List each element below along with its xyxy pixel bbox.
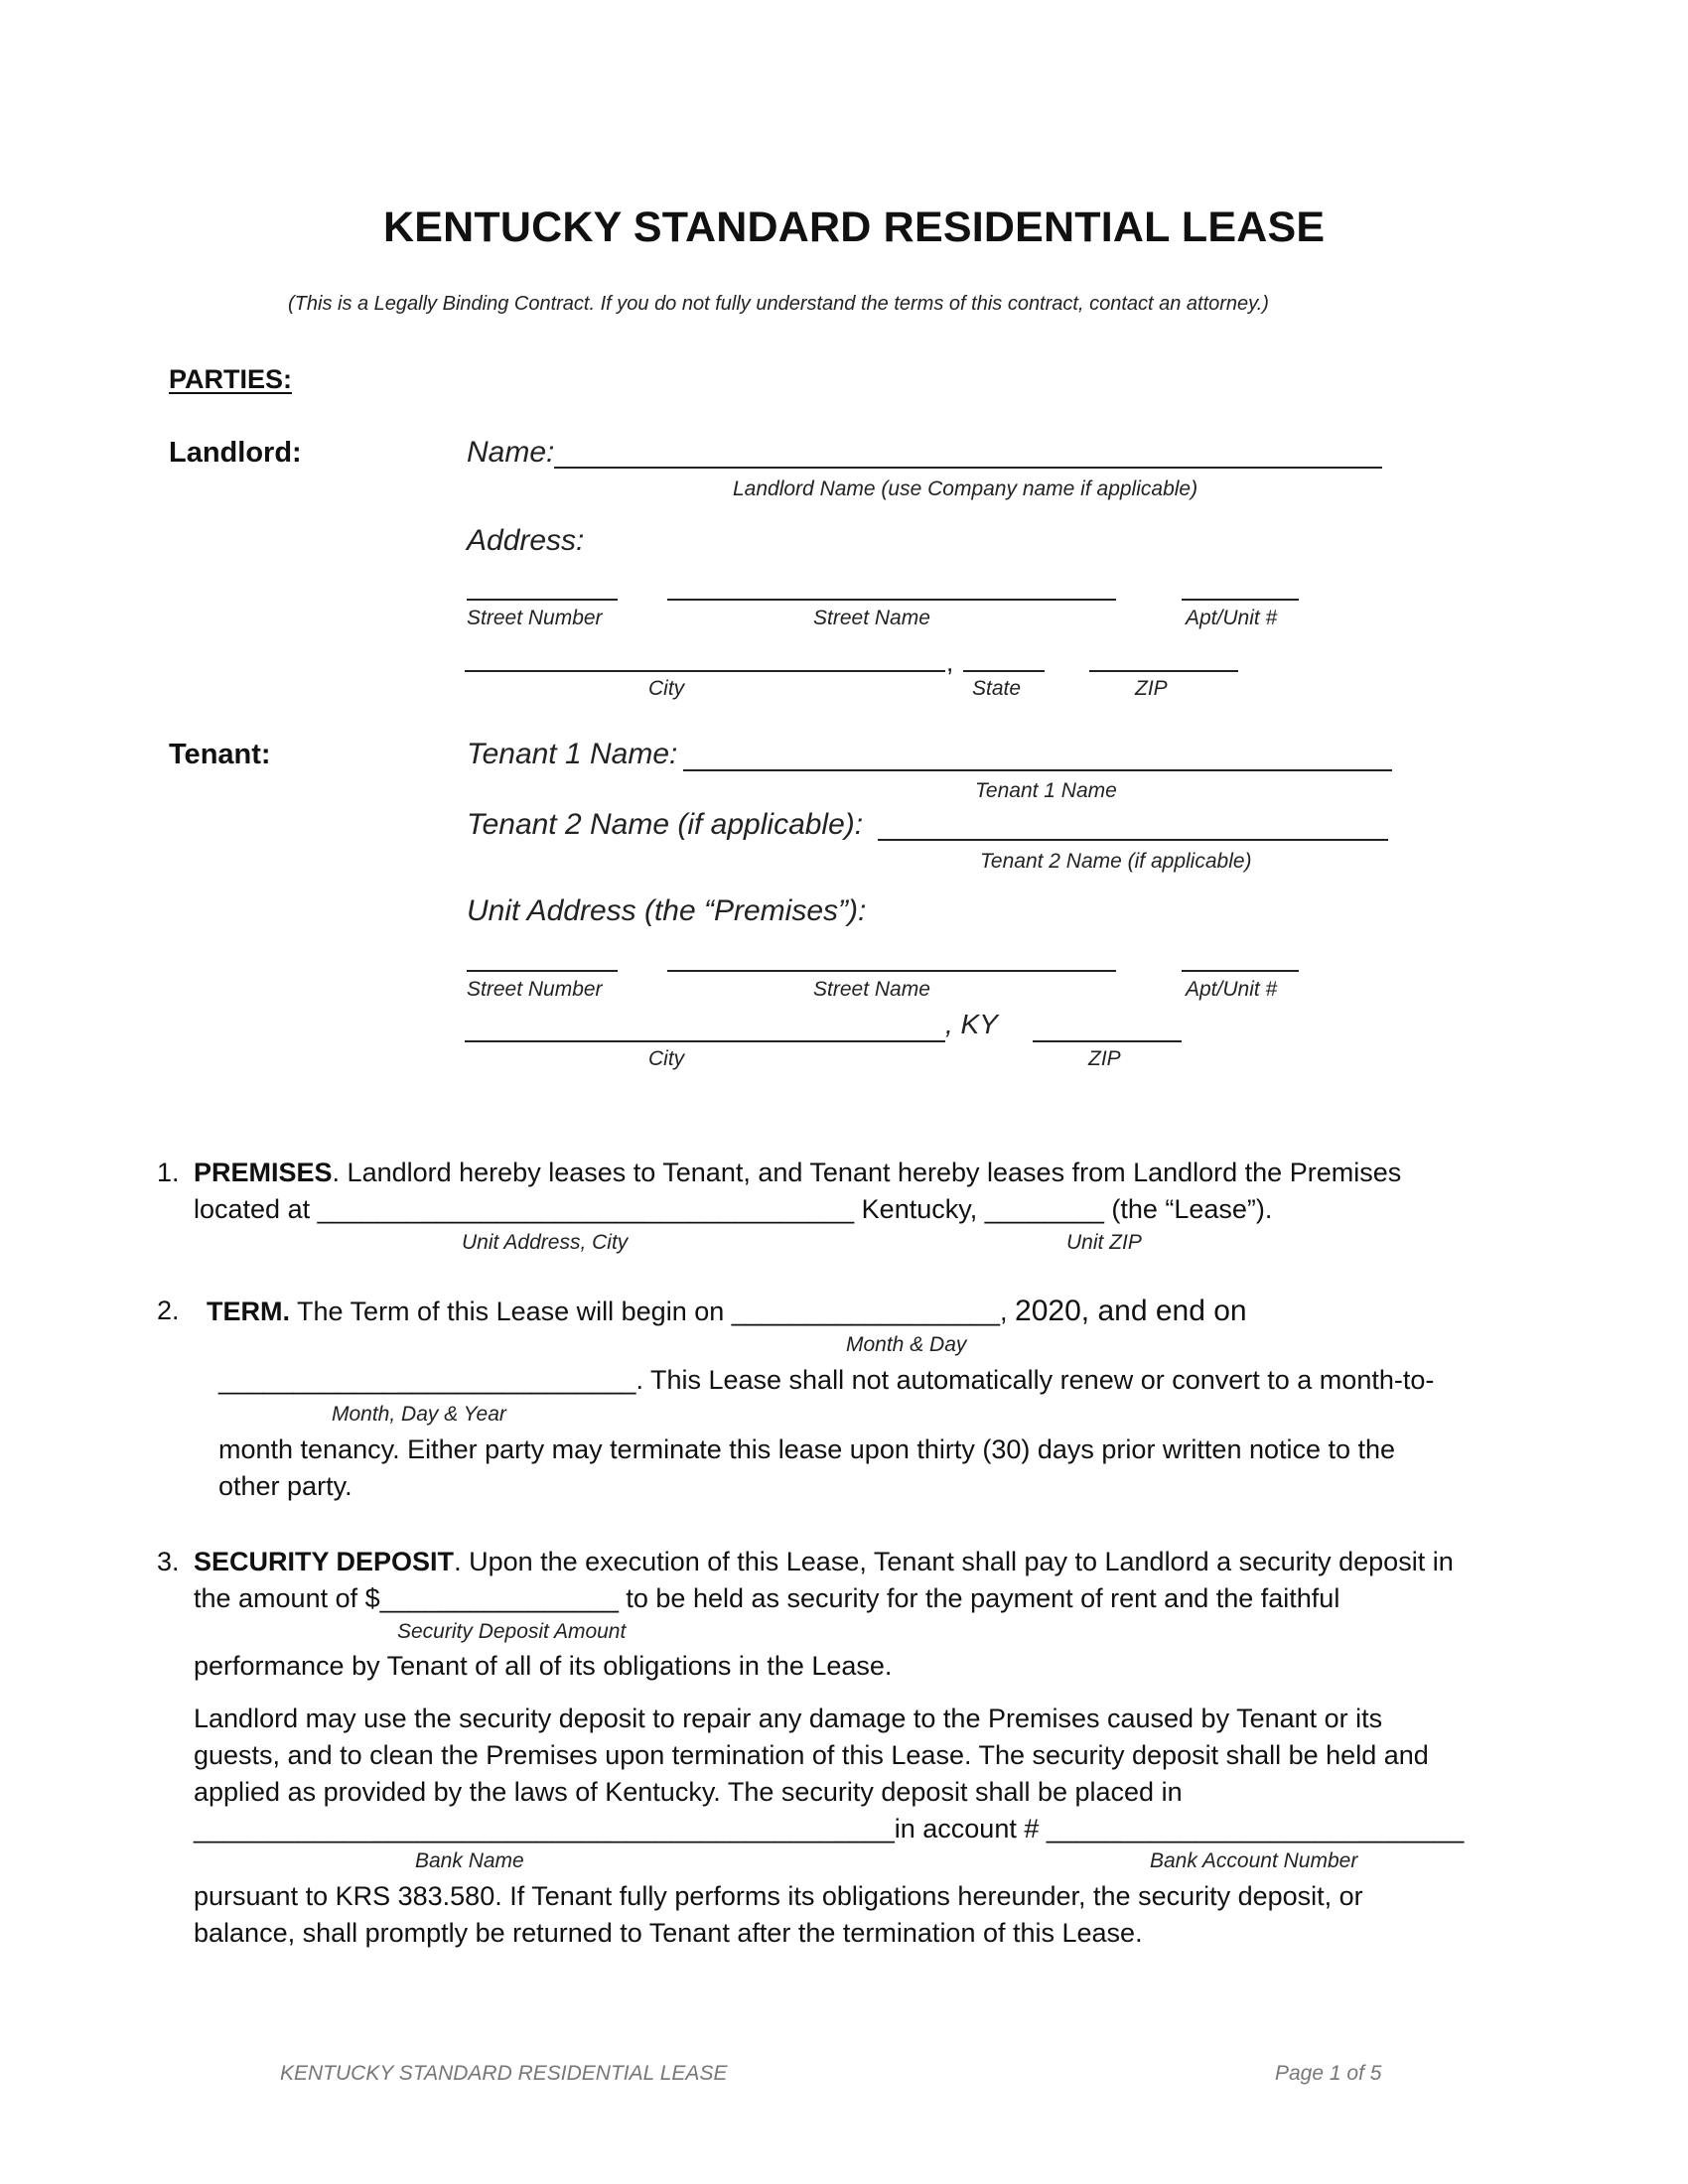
unit-street-name-line[interactable]	[667, 970, 1116, 972]
deposit-line-1: SECURITY DEPOSIT. Upon the execution of this Lease, Tenant shall pay to Landlord a security deposit in	[194, 1547, 1454, 1576]
deposit-amount-caption: Security Deposit Amount	[397, 1620, 627, 1643]
unit-street-number-line[interactable]	[467, 970, 618, 972]
footer-title: KENTUCKY STANDARD RESIDENTIAL LEASE	[280, 2062, 728, 2085]
unit-apt-line[interactable]	[1182, 970, 1299, 972]
unit-state-ky: , KY	[945, 1009, 998, 1039]
landlord-state-caption: State	[972, 677, 1022, 700]
deposit-para2-line-5: pursuant to KRS 383.580. If Tenant fully performs its obligations hereunder, the security deposit, or	[194, 1881, 1363, 1911]
unit-street-number-caption: Street Number	[467, 978, 603, 1001]
landlord-zip-line[interactable]	[1089, 670, 1238, 672]
tenant-label: Tenant:	[169, 739, 271, 770]
unit-zip-caption: ZIP	[1088, 1047, 1121, 1070]
parties-heading: PARTIES:	[169, 364, 293, 394]
tenant1-name-caption: Tenant 1 Name	[975, 779, 1117, 802]
landlord-street-name-caption: Street Name	[813, 607, 930, 629]
landlord-city-caption: City	[648, 677, 685, 700]
deposit-para2-line-3: applied as provided by the laws of Kentucky. The security deposit shall be placed in	[194, 1777, 1183, 1807]
landlord-street-number-caption: Street Number	[467, 607, 603, 629]
term-month-day-caption: Month & Day	[846, 1333, 967, 1356]
deposit-para2-line-6: balance, shall promptly be returned to Tenant after the termination of this Lease.	[194, 1918, 1143, 1948]
deposit-bank-caption: Bank Name	[415, 1849, 524, 1872]
deposit-para2-line-4: _______________________________________________in account # ____________________________	[194, 1814, 1465, 1843]
tenant2-name-label: Tenant 2 Name (if applicable):	[467, 808, 864, 841]
premises-heading: PREMISES	[194, 1158, 333, 1187]
tenant1-name-label: Tenant 1 Name:	[467, 738, 678, 770]
tenant2-name-line[interactable]	[878, 839, 1388, 841]
landlord-street-name-line[interactable]	[667, 599, 1116, 601]
tenant1-name-line[interactable]	[683, 769, 1392, 771]
landlord-address-label: Address:	[467, 524, 585, 557]
deposit-account-caption: Bank Account Number	[1150, 1849, 1358, 1872]
premises-line-1: PREMISES. Landlord hereby leases to Tenant, and Tenant hereby leases from Landlord the Premises	[194, 1158, 1402, 1187]
page-number: Page 1 of 5	[1275, 2062, 1382, 2085]
deposit-line-3: performance by Tenant of all of its obligations in the Lease.	[194, 1651, 893, 1681]
term-line-4: other party.	[218, 1471, 352, 1501]
deposit-para2-line-2: guests, and to clean the Premises upon termination of this Lease. The security deposit shall be held and	[194, 1740, 1429, 1770]
unit-city-line[interactable]	[465, 1040, 945, 1042]
document-title: KENTUCKY STANDARD RESIDENTIAL LEASE	[383, 204, 1326, 251]
term-number: 2.	[157, 1296, 180, 1325]
deposit-para2-line-1: Landlord may use the security deposit to repair any damage to the Premises caused by Tenant or its	[194, 1704, 1383, 1733]
landlord-label: Landlord:	[169, 437, 302, 469]
unit-city-caption: City	[648, 1047, 685, 1070]
term-line-3: month tenancy. Either party may terminate this lease upon thirty (30) days prior written notice to the	[218, 1434, 1396, 1464]
unit-zip-line[interactable]	[1033, 1040, 1182, 1042]
landlord-name-label: Name:	[467, 436, 555, 469]
deposit-line-2: the amount of $________________ to be held as security for the payment of rent and the faithful	[194, 1583, 1340, 1613]
unit-address-label: Unit Address (the “Premises”):	[467, 894, 867, 927]
premises-zip-caption: Unit ZIP	[1066, 1231, 1142, 1254]
landlord-apt-caption: Apt/Unit #	[1186, 607, 1278, 629]
document-subtitle: (This is a Legally Binding Contract. If you do not fully understand the terms of this contract, contact an attorney.)	[288, 293, 1269, 315]
premises-address-caption: Unit Address, City	[462, 1231, 629, 1254]
unit-street-name-caption: Street Name	[813, 978, 930, 1001]
premises-line-2: located at ____________________________________ Kentucky, ________ (the “Lease”).	[194, 1194, 1273, 1224]
deposit-number: 3.	[157, 1547, 180, 1576]
landlord-name-caption: Landlord Name (use Company name if applicable)	[733, 478, 1198, 500]
landlord-zip-caption: ZIP	[1135, 677, 1168, 700]
term-heading: TERM.	[207, 1297, 290, 1326]
landlord-name-line[interactable]	[554, 467, 1382, 469]
landlord-state-line[interactable]	[963, 670, 1045, 672]
deposit-heading: SECURITY DEPOSIT	[194, 1547, 455, 1576]
landlord-city-line[interactable]	[465, 670, 945, 672]
premises-number: 1.	[157, 1158, 180, 1187]
landlord-street-number-line[interactable]	[467, 599, 618, 601]
term-line-2: ____________________________. This Lease shall not automatically renew or convert to a month-to-	[218, 1365, 1435, 1395]
landlord-apt-line[interactable]	[1182, 599, 1299, 601]
term-line-1: TERM. The Term of this Lease will begin on __________________, 2020, and end on	[207, 1295, 1247, 1327]
term-month-day-year-caption: Month, Day & Year	[332, 1403, 506, 1426]
tenant2-name-caption: Tenant 2 Name (if applicable)	[980, 850, 1252, 873]
unit-apt-caption: Apt/Unit #	[1186, 978, 1278, 1001]
landlord-city-comma: ,	[946, 647, 954, 677]
